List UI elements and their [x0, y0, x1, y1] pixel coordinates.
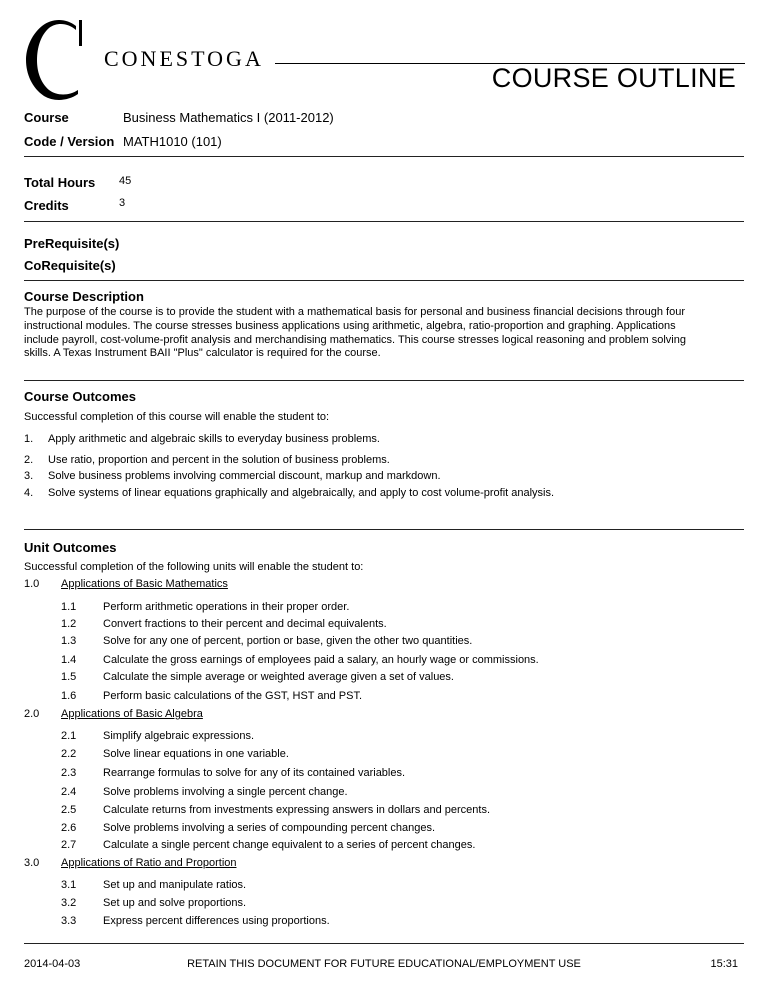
code-version-value: MATH1010 (101) — [123, 134, 222, 149]
unit-item-number: 3.3 — [61, 915, 77, 927]
unit-item-text: Convert fractions to their percent and decimal equivalents. — [103, 618, 387, 630]
unit-item-text: Simplify algebraic expressions. — [103, 730, 255, 742]
divider — [24, 221, 744, 222]
unit-item-number: 1.1 — [61, 601, 77, 613]
total-hours-value: 45 — [119, 175, 132, 187]
unit-title: Applications of Basic Algebra — [61, 708, 203, 720]
outcome-number: 4. — [24, 487, 34, 499]
unit-number: 2.0 — [24, 708, 40, 720]
unit-item-number: 2.2 — [61, 748, 77, 760]
unit-item-number: 1.4 — [61, 654, 77, 666]
unit-item-number: 1.5 — [61, 671, 77, 683]
document-title: COURSE OUTLINE — [491, 63, 736, 93]
footer-divider — [24, 943, 744, 944]
unit-item-number: 2.1 — [61, 730, 77, 742]
footer-date: 2014-04-03 — [24, 958, 81, 970]
unit-item-number: 2.6 — [61, 822, 77, 834]
description-line: skills. A Texas Instrument BAII "Plus" calculator is required for the course. — [24, 347, 381, 360]
course-value: Business Mathematics I (2011-2012) — [123, 110, 334, 125]
divider — [24, 156, 744, 157]
outcome-number: 3. — [24, 470, 34, 482]
footer-time: 15:31 — [710, 958, 738, 970]
unit-number: 3.0 — [24, 857, 40, 869]
course-description-text — [24, 306, 739, 361]
unit-item-text: Set up and solve proportions. — [103, 897, 247, 909]
credits-label: Credits — [24, 198, 69, 213]
unit-item-number: 2.5 — [61, 804, 77, 816]
course-description-heading: Course Description — [24, 289, 144, 304]
unit-item-number: 2.3 — [61, 767, 77, 779]
unit-item-text: Calculate returns from investments expressing answers in dollars and percents. — [103, 804, 491, 816]
unit-title: Applications of Ratio and Proportion — [61, 857, 237, 869]
description-line: include payroll, cost-volume-profit analysis and merchandising mathematics. This course stresses logical reasoning and problem solving — [24, 333, 686, 346]
footer-notice: RETAIN THIS DOCUMENT FOR FUTURE EDUCATIONAL/EMPLOYMENT USE — [187, 958, 581, 970]
unit-outcomes-heading: Unit Outcomes — [24, 540, 117, 555]
unit-item-number: 1.6 — [61, 690, 77, 702]
conestoga-logo-icon — [22, 16, 90, 102]
course-label: Course — [24, 110, 69, 125]
unit-item-text: Solve linear equations in one variable. — [103, 748, 289, 760]
course-outcomes-intro: Successful completion of this course will enable the student to: — [24, 411, 330, 423]
unit-item-text: Solve for any one of percent, portion or base, given the other two quantities. — [103, 635, 473, 647]
unit-item-text: Solve problems involving a series of compounding percent changes. — [103, 822, 436, 834]
unit-item-text: Perform basic calculations of the GST, HST and PST. — [103, 690, 363, 702]
unit-item-number: 2.7 — [61, 839, 77, 851]
unit-item-number: 2.4 — [61, 786, 77, 798]
corequisites-label: CoRequisite(s) — [24, 258, 116, 273]
unit-item-text: Calculate the gross earnings of employees paid a salary, an hourly wage or commissions. — [103, 654, 539, 666]
prerequisites-label: PreRequisite(s) — [24, 236, 120, 251]
unit-item-text: Set up and manipulate ratios. — [103, 879, 247, 891]
unit-item-number: 1.2 — [61, 618, 77, 630]
unit-item-text: Rearrange formulas to solve for any of its contained variables. — [103, 767, 406, 779]
divider — [24, 529, 744, 530]
credits-value: 3 — [119, 197, 126, 209]
divider — [24, 280, 744, 281]
unit-title: Applications of Basic Mathematics — [61, 578, 228, 590]
unit-item-text: Calculate the simple average or weighted average given a set of values. — [103, 671, 454, 683]
unit-item-number: 3.2 — [61, 897, 77, 909]
unit-item-text: Calculate a single percent change equivalent to a series of percent changes. — [103, 839, 476, 851]
unit-item-number: 3.1 — [61, 879, 77, 891]
course-outcomes-heading: Course Outcomes — [24, 389, 136, 404]
unit-number: 1.0 — [24, 578, 40, 590]
description-line: The purpose of the course is to provide the student with a mathematical basis for personal and business financial decisions through four — [24, 306, 685, 318]
unit-item-text: Solve problems involving a single percent change. — [103, 786, 348, 798]
outcome-number: 2. — [24, 454, 34, 466]
unit-outcomes-intro: Successful completion of the following units will enable the student to: — [24, 561, 364, 573]
outcome-text: Apply arithmetic and algebraic skills to everyday business problems. — [48, 433, 380, 445]
code-version-label: Code / Version — [24, 134, 115, 149]
total-hours-label: Total Hours — [24, 175, 96, 190]
outcome-text: Use ratio, proportion and percent in the solution of business problems. — [48, 454, 390, 466]
outcome-text: Solve business problems involving commercial discount, markup and markdown. — [48, 470, 441, 482]
outcome-text: Solve systems of linear equations graphically and algebraically, and apply to cost volume-profit analysis. — [48, 487, 555, 499]
unit-item-text: Perform arithmetic operations in their proper order. — [103, 601, 350, 613]
brand-name: CONESTOGA — [104, 46, 264, 71]
description-line: instructional modules. The course stresses business applications using arithmetic, algebra, ratio-proportion and graphing. Applications — [24, 319, 676, 332]
outcome-number: 1. — [24, 433, 34, 445]
unit-item-number: 1.3 — [61, 635, 77, 647]
unit-item-text: Express percent differences using proportions. — [103, 915, 330, 927]
divider — [24, 380, 744, 381]
